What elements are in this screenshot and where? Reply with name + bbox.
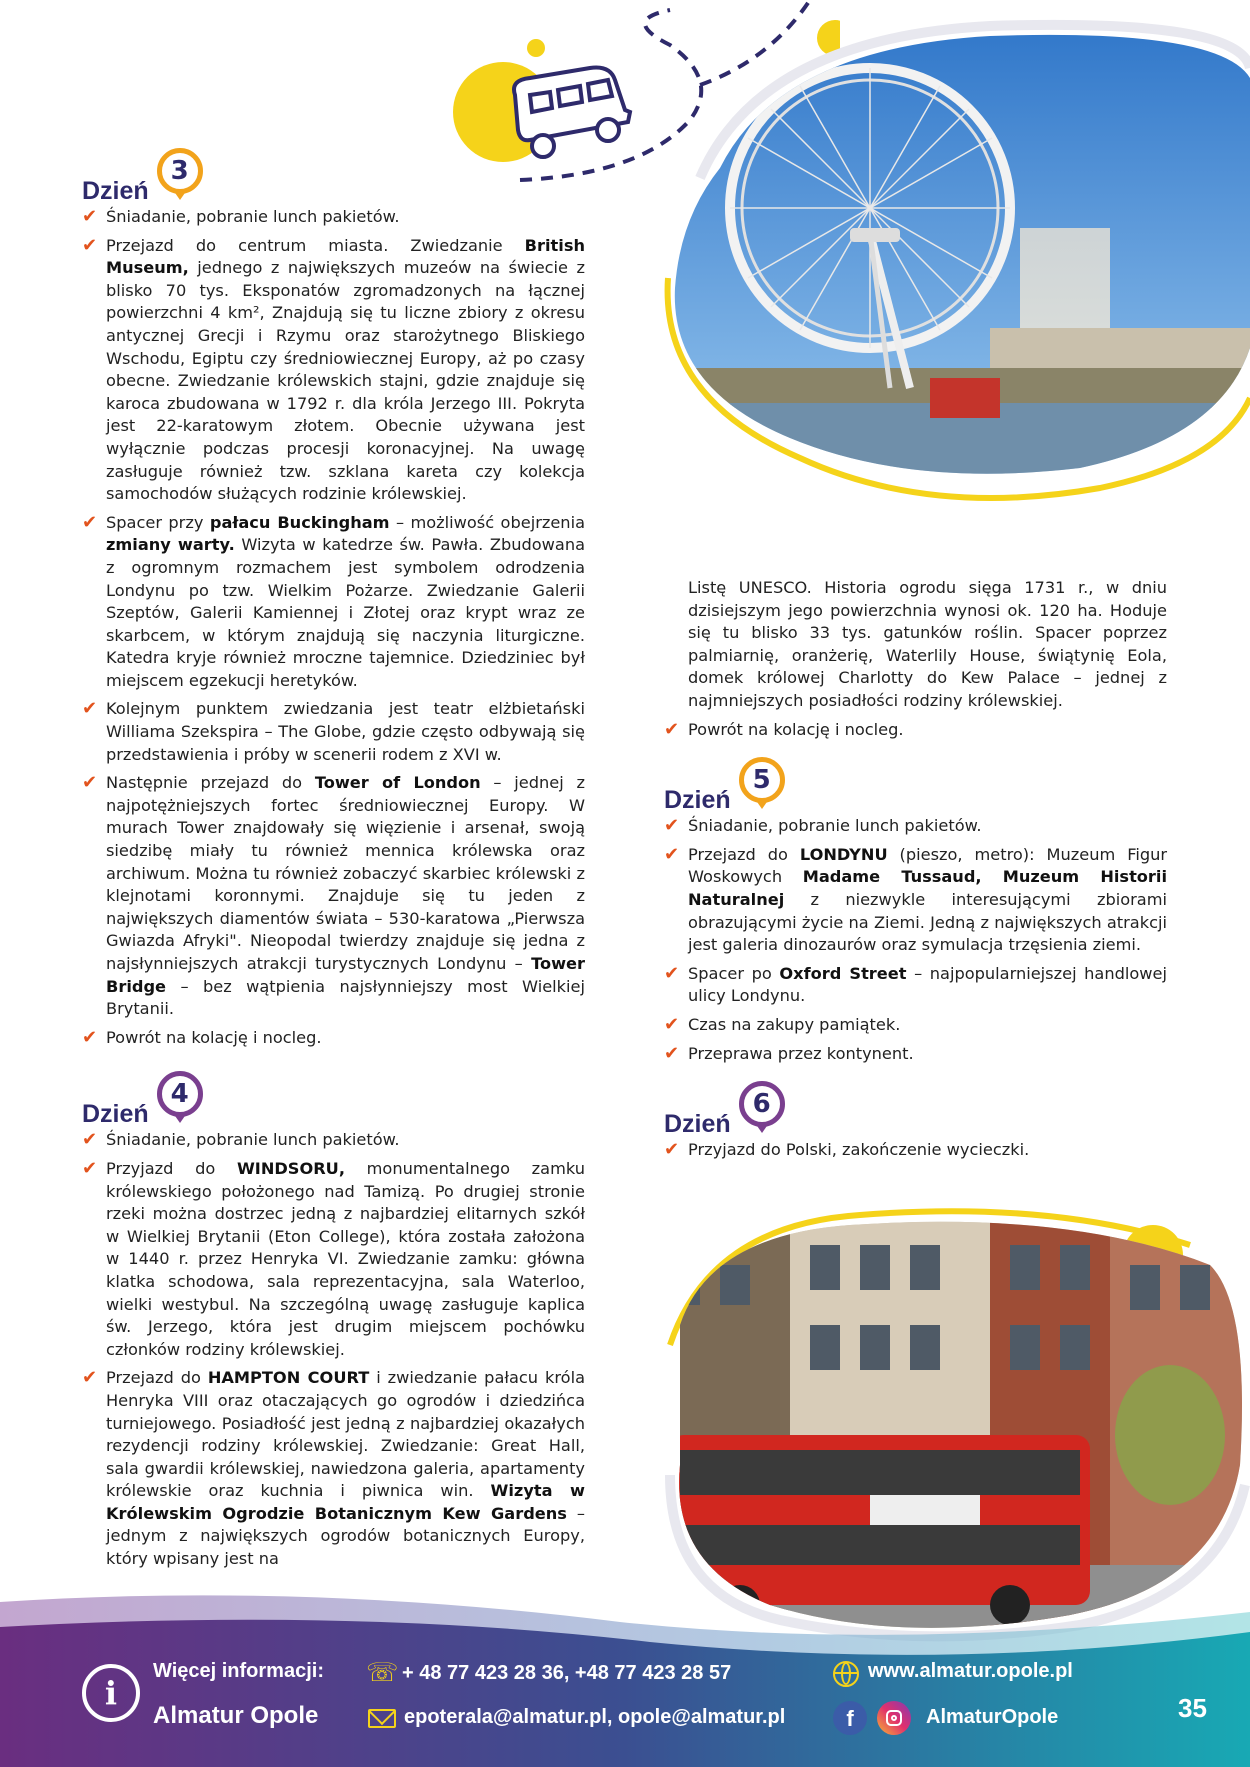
item-text: Śniadanie, pobranie lunch pakietów. <box>106 207 400 226</box>
day-4-continuation: Listę UNESCO. Historia ogrodu sięga 1731 r., w dniu dzisiejszym jego powierzchnia wynosi ok. 120 ha. Hoduje się tu blisko 33 tys. gatunków roślin. Spacer poprzez palmiarnię, oranżerię, Waterlily House, świątynię Eola, domek królowej Charlotty do Kew Palace – jednej z najmniejszych posiadłości rodziny królewskiej. <box>688 578 1167 710</box>
item-text: Czas na zakupy pamiątek. <box>688 1014 901 1034</box>
item-text: Przyjazd do <box>106 1158 237 1178</box>
facebook-icon[interactable]: f <box>833 1701 867 1735</box>
day-number-pin <box>739 757 793 815</box>
checkmark-icon: ✔ <box>82 1026 98 1048</box>
item-text: Następnie przejazd do <box>106 773 315 793</box>
item-text: Przejazd do <box>106 1368 208 1388</box>
checkmark-icon: ✔ <box>82 206 98 227</box>
info-icon: i <box>82 1664 140 1722</box>
checkmark-icon: ✔ <box>664 843 680 865</box>
item-text: i zwiedzanie pałacu króla Henryka VIII oraz otaczających go ogrodów i dziedzińca turniejowego. Posiadłość jest jedną z najbardziej okazałych rezydencji rodziny królewskiej. Zwiedzanie: Great Hall, sala gwardii królewskiej, nawiedzona galeria, apartamenty królewskie oraz kuchnia i piwnica win. <box>106 1368 585 1501</box>
info-label: Więcej informacji: <box>153 1660 324 1682</box>
highlight-text: WINDSORU, <box>236 1158 345 1178</box>
itinerary-item <box>82 512 585 693</box>
checkmark-icon: ✔ <box>82 698 98 720</box>
highlight-text: Oxford Street <box>779 963 907 983</box>
left-column <box>82 140 585 1577</box>
item-text: Przyjazd do Polski, zakończenie wycieczki. <box>688 1140 1030 1160</box>
right-column <box>664 577 1167 1168</box>
day-number: 3 <box>157 148 203 194</box>
itinerary-item <box>664 815 1167 838</box>
checkmark-icon: ✔ <box>664 718 680 740</box>
day-number: 4 <box>157 1071 203 1117</box>
itinerary-item <box>82 1027 585 1050</box>
item-text: jednego z największych muzeów na świecie z blisko 70 tys. Eksponatów zgromadzonych na łącznej powierzchni 4 km², Znajdują się tu liczne zbiory z okresu antycznej Grecji i Rzymu oraz starożytnego Bliskiego Wschodu, Egiptu czy średniowiecznej Europy, aż po czasy obecne. Zwiedzanie królewskich stajni, gdzie znajduje się karoca zbudowana w 1792 r. dla króla Jerzego III. Pokryta jest 22-karatowym złotem. Obecnie używana jest wyłącznie podczas procesji koronacyjnej. Na uwagę zasługuje również tzw. szklana kareta czy kolekcja samochodów służących rodzinie królewskiej. <box>106 258 585 504</box>
day-number: 5 <box>739 757 785 803</box>
email-icon <box>368 1709 396 1728</box>
item-text: Spacer po <box>688 963 780 983</box>
item-text: – najpopularniejszej handlowej ulicy Londynu. <box>688 963 1167 1006</box>
item-text: Przejazd do <box>688 844 800 864</box>
itinerary-item <box>82 698 585 766</box>
item-text: Spacer przy <box>106 512 210 532</box>
day-label: Dzień <box>82 1100 149 1129</box>
checkmark-icon: ✔ <box>664 1013 680 1035</box>
day-6-itinerary <box>664 1139 1167 1162</box>
day-5-header <box>664 757 1167 815</box>
item-text: Przejazd do centrum miasta. Zwiedzanie <box>106 235 525 255</box>
checkmark-icon: ✔ <box>664 1139 680 1161</box>
item-text: – możliwość obejrzenia <box>389 512 585 532</box>
day-3-header <box>82 148 585 206</box>
day-4-itinerary-end <box>664 719 1167 742</box>
phone-icon: ☏ <box>366 1658 399 1688</box>
itinerary-item <box>82 1367 585 1570</box>
highlight-text: British Museum, <box>106 235 585 278</box>
highlight-text: HAMPTON COURT <box>207 1368 370 1388</box>
item-text: z niezwykle interesującymi zbiorami obrazującymi życie na Ziemi. Jedną z największych atrakcji jest galeria dinozaurów oraz symulacja trzęsienia ziemi. <box>688 889 1167 955</box>
highlight-text: zmiany warty. <box>106 535 235 555</box>
yellow-dot <box>527 39 545 57</box>
item-text: (pieszo, metro): Muzeum Figur Woskowych <box>688 844 1168 887</box>
day-5-itinerary <box>664 815 1167 1065</box>
item-text: – bez wątpienia najsłynniejszy most Wielkiej Brytanii. <box>106 976 585 1019</box>
email-addresses[interactable]: epoterala@almatur.pl, opole@almatur.pl <box>404 1706 786 1728</box>
checkmark-icon: ✔ <box>664 1042 680 1064</box>
day-label: Dzień <box>82 177 149 205</box>
day-number-pin <box>157 1071 211 1129</box>
item-text: Kolejnym punktem zwiedzania jest teatr elżbietański Williama Szekspira – The Globe, gdzie często odbywają się przedstawienia i próby w scenerii rodem z XVI w. <box>106 699 585 764</box>
company-name: Almatur Opole <box>153 1702 319 1729</box>
itinerary-item <box>664 719 1167 742</box>
instagram-icon[interactable] <box>877 1701 911 1735</box>
itinerary-item <box>664 844 1167 957</box>
item-text: monumentalnego zamku królewskiego położonego nad Tamizą. Po drugiej stronie rzeki można dostrzec jedną z najbardziej elitarnych szkół w Wielkiej Brytanii (Eton College), która została założona w 1440 r. przez Henryka VI. Zwiedzanie zamku: główna klatka schodowa, sala reprezentacyjna, sala Waterloo, wielki westybul. Na szczególną uwagę zasługuje kaplica św. Jerzego, która jest drugim miejscem pochówku członków rodziny królewskiej. <box>106 1158 585 1359</box>
day-label: Dzień <box>664 1110 731 1139</box>
checkmark-icon: ✔ <box>82 772 98 794</box>
itinerary-item <box>664 1139 1167 1162</box>
checkmark-icon: ✔ <box>664 815 680 837</box>
checkmark-icon: ✔ <box>82 1157 98 1179</box>
item-text: Śniadanie, pobranie lunch pakietów. <box>106 1130 400 1150</box>
item-text: Wizyta w katedrze św. Pawła. Zbudowana z ogromnym rozmachem jest symbolem odrodzenia Londynu po tzw. Wielkim Pożarze. Zwiedzanie Galerii Szeptów, Galerii Kamiennej i Złotej oraz krypt wraz ze skarbcem, w którym znajdują się naczynia liturgiczne. Katedra kryje również mroczne tajemnice. Dziedziniec był miejscem egzekucji heretyków. <box>106 535 585 690</box>
london-eye-photo <box>660 18 1250 528</box>
highlight-text: LONDYNU <box>799 844 888 864</box>
item-text: Powrót na kolację i nocleg. <box>106 1027 322 1047</box>
item-text: Przeprawa przez kontynent. <box>688 1043 914 1063</box>
highlight-text: Tower Bridge <box>106 954 585 996</box>
itinerary-item <box>82 206 585 229</box>
page-number: 35 <box>1178 1693 1207 1723</box>
item-text: Powrót na kolację i nocleg. <box>688 719 904 739</box>
itinerary-item <box>664 963 1167 1008</box>
itinerary-item <box>82 772 585 1021</box>
checkmark-icon: ✔ <box>82 511 98 533</box>
day-6-header <box>664 1081 1167 1139</box>
social-handle[interactable]: AlmaturOpole <box>926 1706 1059 1728</box>
london-bus-photo <box>650 1205 1250 1645</box>
checkmark-icon: ✔ <box>82 234 98 256</box>
itinerary-item <box>664 1043 1167 1066</box>
highlight-text: Madame Tussaud, Muzeum Historii Naturalnej <box>688 867 1168 909</box>
checkmark-icon: ✔ <box>82 1367 98 1389</box>
day-4-header <box>82 1071 585 1129</box>
item-text: Śniadanie, pobranie lunch pakietów. <box>688 816 982 836</box>
item-text: – jednej z najpotężniejszych fortec średniowiecznej Europy. W murach Tower znajdowały się więzienie i arsenał, swoją siedzibę miały tu również mennica królewska oraz archiwum. Można tu również zobaczyć skarbiec królewski z klejnotami koronnymi. Znajduje się tu jeden z największych diamentów świata – 530-karatowa „Pierwsza Gwiazda Afryki". Nieopodal twierdzy znajduje się jedna z najsłynniejszych atrakcji turystycznych Londynu – <box>106 773 585 973</box>
day-number-pin <box>739 1081 793 1139</box>
phone-numbers[interactable]: + 48 77 423 28 36, +48 77 423 28 57 <box>402 1662 732 1684</box>
day-number-pin <box>157 148 211 206</box>
itinerary-item <box>82 1158 585 1361</box>
checkmark-icon: ✔ <box>82 1129 98 1151</box>
day-3-itinerary <box>82 206 585 1049</box>
itinerary-item <box>664 1014 1167 1037</box>
website-link[interactable]: www.almatur.opole.pl <box>868 1660 1073 1682</box>
highlight-text: Wizyta w Królewskim Ogrodzie Botanicznym Kew Gardens <box>106 1481 585 1523</box>
highlight-text: pałacu Buckingham <box>209 512 390 532</box>
day-label: Dzień <box>664 786 731 815</box>
itinerary-item <box>82 1129 585 1152</box>
itinerary-item <box>82 235 585 506</box>
highlight-text: Tower of London <box>314 773 481 793</box>
day-number: 6 <box>739 1081 785 1127</box>
item-text: – jednym z największych ogrodów botanicznych Europy, który wpisany jest na <box>106 1503 585 1569</box>
globe-icon <box>833 1661 859 1687</box>
checkmark-icon: ✔ <box>664 962 680 984</box>
day-4-itinerary <box>82 1129 585 1570</box>
